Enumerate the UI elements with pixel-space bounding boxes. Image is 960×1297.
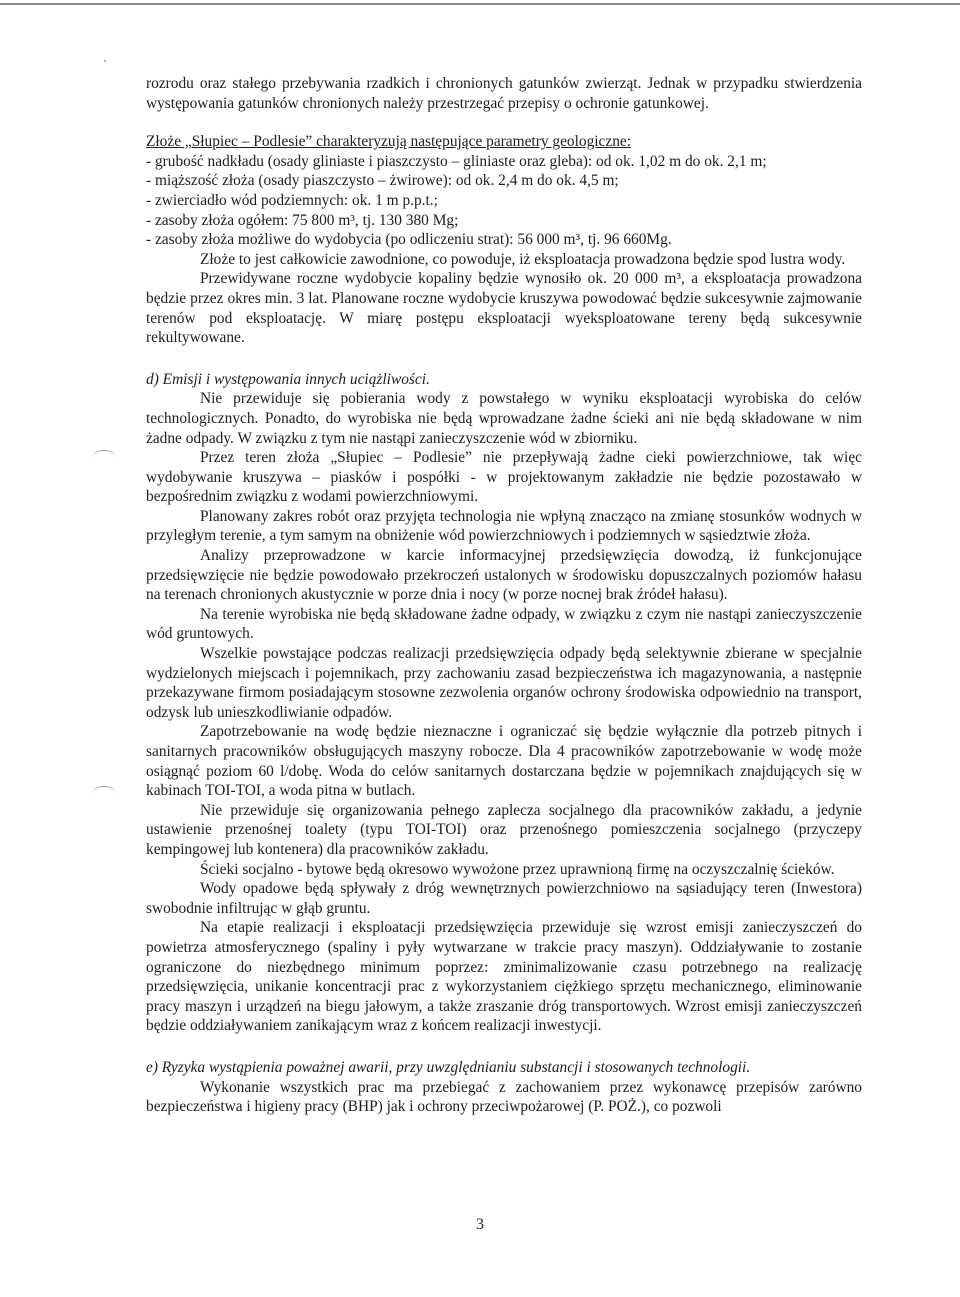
list-item: - zasoby złoża ogółem: 75 800 m³, tj. 130 380 Mg;: [146, 211, 459, 229]
body-paragraph: Nie przewiduje się organizowania pełnego zaplecza socjalnego dla pracowników zakładu, a jedynie ustawienie przenośnej toalety (typu TOI-TOI) oraz przenośnego pomieszczenia socjalnego (przyczepy kempingowej lub kontenera) dla pracowników zakładu.: [146, 801, 862, 858]
body-paragraph: Analizy przeprowadzone w karcie informacyjnej przedsięwzięcia dowodzą, iż funkcjonujące przedsięwzięcie nie będzie powodowało przekroczeń ustalonych w środowisku dopuszczalnych poziomów hałasu na terenach chronionych akustycznie w porze dnia i nocy (w porze nocnej brak źródeł hałasu).: [146, 547, 862, 604]
body-paragraph: Wykonanie wszystkich prac ma przebiegać z zachowaniem przez wykonawcę przepisów zarówno bezpieczeństwa i higieny pracy (BHP) jak i ochrony przeciwpożarowej (P. POŻ.), co pozwoli: [146, 1078, 862, 1116]
list-item: - zwierciadło wód podziemnych: ok. 1 m p.p.t.;: [146, 191, 438, 209]
geology-parameter-list: [146, 152, 862, 250]
body-paragraph: Na terenie wyrobiska nie będą składowane żadne odpady, w związku z czym nie nastąpi zanieczyszczenie wód gruntowych.: [146, 605, 862, 643]
intro-paragraph: rozrodu oraz stałego przebywania rzadkich i chronionych gatunków zwierząt. Jednak w przypadku stwierdzenia występowania gatunków chronionych należy przestrzegać przepisy o ochronie gatunkowej.: [146, 75, 862, 112]
body-paragraph: Złoże to jest całkowicie zawodnione, co powoduje, iż eksploatacja prowadzona będzie spod lustra wody.: [200, 250, 846, 268]
document-page: [146, 74, 862, 1117]
body-paragraph: Nie przewiduje się pobierania wody z powstałego w wyniku eksploatacji wyrobiska do celów technologicznych. Ponadto, do wyrobiska nie będą wprowadzane żadne ścieki ani nie będą składowane w nim żadne odpady. W związku z tym nie nastąpi zanieczyszczenie wód w zbiorniku.: [146, 390, 862, 447]
body-paragraph: Ścieki socjalno - bytowe będą okresowo wywożone przez uprawnioną firmę na oczyszczalnię ścieków.: [200, 860, 835, 878]
section-d-heading: d) Emisji i występowania innych uciążliwości.: [146, 370, 430, 388]
list-item: - miąższość złoża (osady piaszczysto – żwirowe): od ok. 2,4 m do ok. 4,5 m;: [146, 172, 619, 190]
page-number: 3: [476, 1216, 484, 1233]
list-item: - zasoby złoża możliwe do wydobycia (po odliczeniu strat): 56 000 m³, tj. 96 660Mg.: [146, 231, 672, 249]
body-paragraph: Przez teren złoża „Słupiec – Podlesie” nie przepływają żadne cieki powierzchniowe, tak więc wydobywanie kruszywa – piasków i pospółki - w projektowanym zakładzie nie będzie pozostawało w bezpośrednim związku z wodami powierzchniowymi.: [146, 449, 862, 506]
scan-speck: [104, 60, 106, 62]
body-paragraph: Zapotrzebowanie na wodę będzie nieznaczne i ograniczać się będzie wyłącznie dla potrzeb pitnych i sanitarnych pracowników obsługujących maszyny robocze. Dla 4 pracowników zapotrzebowanie w wodę może osiągnąć poziom 60 l/dobę. Woda do celów sanitarnych dostarczana będzie w pojemnikach znajdujących się w kabinach TOI-TOI, a woda pitna w butlach.: [146, 723, 862, 800]
geology-heading: Złoże „Słupiec – Podlesie” charakteryzują następujące parametry geologiczne:: [146, 133, 632, 151]
punch-hole-mark: [92, 450, 116, 465]
section-e-heading: e) Ryzyka wystąpienia poważnej awarii, przy uwzględnianiu substancji i stosowanych technologii.: [146, 1058, 751, 1076]
body-paragraph: Na etapie realizacji i eksploatacji przedsięwzięcia przewiduje się wzrost emisji zanieczyszczeń do powietrza atmosferycznego (spaliny i pyły wytwarzane w trakcie pracy maszyn). Oddziaływanie to zostanie ograniczone do niezbędnego minimum poprzez: zminimalizowanie czasu potrzebnego na realizację przedsięwzięcia, unikanie koncentracji prac z wykorzystaniem ciężkiego sprzętu mechanicznego, eliminowanie pracy maszyn i urządzeń na biegu jałowym, a także zraszanie dróg transportowych. Wzrost emisji zanieczyszczeń będzie oddziaływaniem zanikającym wraz z końcem realizacji inwestycji.: [146, 919, 862, 1035]
body-paragraph: Przewidywane roczne wydobycie kopaliny będzie wynosiło ok. 20 000 m³, a eksploatacja prowadzona będzie przez okres min. 3 lat. Planowane roczne wydobycie kruszywa powodować będzie sukcesywnie zajmowanie terenów pod eksploatację. W miarę postępu eksploatacji wyeksploatowane tereny będą sukcesywnie rekultywowane.: [146, 270, 862, 347]
body-paragraph: Wszelkie powstające podczas realizacji przedsięwzięcia odpady będą selektywnie zbierane w specjalnie wydzielonych miejscach i pojemnikach, przy zachowaniu zasad bezpieczeństwa ich magazynowania, a następnie przekazywane firmom posiadającym stosowne zezwolenia organów ochrony środowiska odpowiednio na transport, odzysk lub unieszkodliwianie odpadów.: [146, 645, 862, 721]
punch-hole-mark: [92, 786, 116, 801]
scan-top-edge-line: [0, 3, 960, 5]
list-item: - grubość nadkładu (osady gliniaste i piaszczysto – gliniaste oraz gleba): od ok. 1,02 m do ok. 2,1 m;: [146, 152, 767, 170]
body-paragraph: Planowany zakres robót oraz przyjęta technologia nie wpłyną znacząco na zmianę stosunków wodnych w przyległym terenie, a tym samym na obniżenie wód powierzchniowych i podziemnych w sąsiedztwie złoża.: [146, 507, 862, 545]
body-paragraph: Wody opadowe będą spływały z dróg wewnętrznych powierzchniowo na sąsiadujący teren (Inwestora) swobodnie infiltrując w głąb gruntu.: [146, 880, 862, 917]
